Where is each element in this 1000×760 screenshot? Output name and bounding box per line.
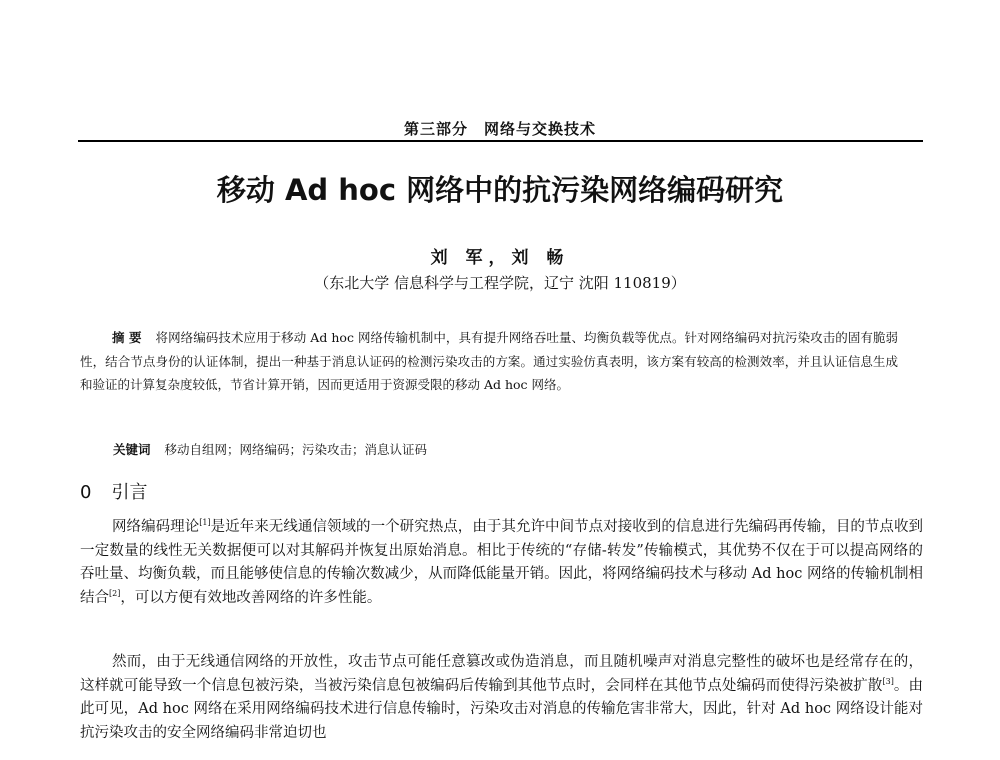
citation-ref-1[interactable]: [1]	[199, 518, 211, 528]
keywords-label: 关键词	[113, 442, 151, 457]
header-rule	[78, 140, 923, 142]
p1-text-c: ，可以方便有效地改善网络的许多性能。	[120, 589, 382, 606]
body-paragraph-1	[80, 516, 923, 610]
citation-ref-2[interactable]: [2]	[109, 588, 121, 598]
abstract-text: 将网络编码技术应用于移动 Ad hoc 网络传输机制中，具有提升网络吞吐量、均衡负载等优点。针对网络编码对抗污染攻击的固有脆弱性，结合节点身份的认证体制，提出一种基于消息认证码的检测污染攻击的方案。通过实验仿真表明，该方案有较高的检测效率，并且认证信息生成和验证的计算复杂度较低，节省计算开销，因而更适用于资源受限的移动 Ad hoc 网络。	[80, 330, 899, 392]
body-paragraph-2	[80, 651, 923, 745]
p1-text-b: 是近年来无线通信领域的一个研究热点，由于其允许中间节点对接收到的信息进行先编码再传输，目的节点收到一定数量的线性无关数据便可以对其解码并恢复出原始消息。相比于传统的“存储-转发”传输模式，其优势不仅在于可以提高网络的吞吐量、均衡负载，而且能够使信息的传输次数减少，从而降低能量开销。因此，将网络编码技术与移动 Ad hoc 网络的传输机制相结合	[80, 519, 924, 606]
p2-text-a: 然而，由于无线通信网络的开放性，攻击节点可能任意篡改或伪造消息，而且随机噪声对消息完整性的破坏也是经常存在的，这样就可能导致一个信息包被污染，当被污染信息包被编码后传输到其他节点时，会同样在其他节点处编码而使得污染被扩散	[80, 654, 923, 694]
keywords-text: 移动自组网；网络编码；污染攻击；消息认证码	[164, 442, 428, 457]
section-heading	[80, 478, 147, 504]
section-label: 第三部分 网络与交换技术	[403, 120, 596, 138]
abstract-label: 摘 要	[112, 330, 142, 345]
section-title: 引言	[111, 482, 148, 503]
abstract	[80, 326, 898, 397]
keywords	[113, 439, 427, 461]
citation-ref-3[interactable]: [3]	[882, 676, 894, 686]
section-number: 0	[80, 482, 92, 503]
p2-text-b: 。由此可见，Ad hoc 网络在采用网络编码技术进行信息传输时，污染攻击对消息的传输危害非常大，因此，针对 Ad hoc 网络设计能对抗污染攻击的安全网络编码非常迫切也	[80, 677, 924, 741]
authors: 刘 军，刘 畅	[430, 248, 570, 268]
p1-text-a: 网络编码理论	[112, 519, 200, 535]
paper-title: 移动 Ad hoc 网络中的抗污染网络编码研究	[216, 173, 784, 207]
affiliation: （东北大学 信息科学与工程学院，辽宁 沈阳 110819）	[314, 274, 686, 292]
